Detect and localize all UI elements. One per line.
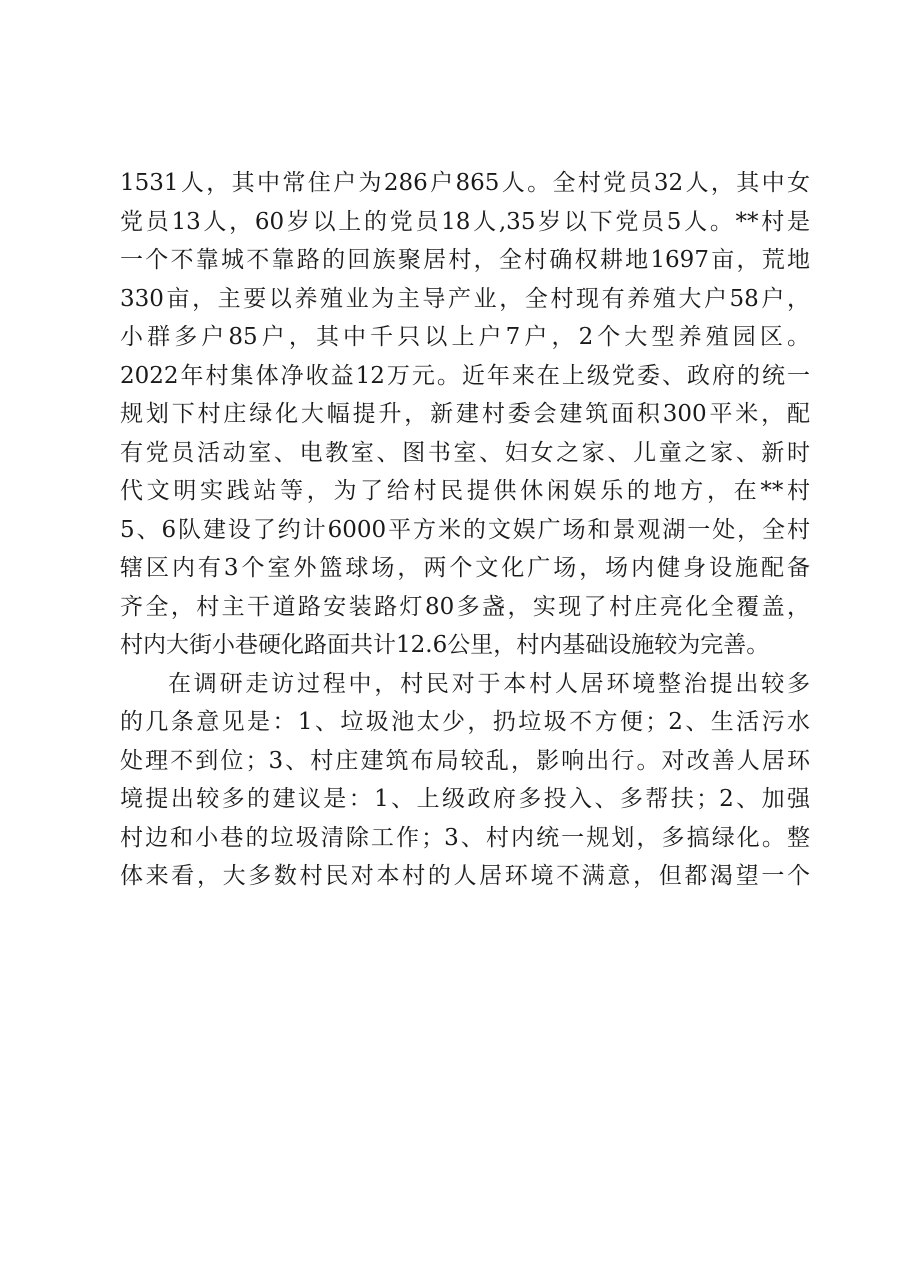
text-line: 在调研走访过程中，村民对于本村人居环境整治提出较多 — [168, 670, 810, 697]
text-line: 5、6队建设了约计6000平方米的文娱广场和景观湖一处，全村 — [120, 516, 810, 543]
paragraph-2 — [120, 665, 810, 896]
text-line: 330亩，主要以养殖业为主导产业，全村现有养殖大户58户， — [120, 285, 810, 312]
text-line: 齐全，村主干道路安装路灯80多盏，实现了村庄亮化全覆盖， — [120, 593, 810, 620]
text-line: 规划下村庄绿化大幅提升，新建村委会建筑面积300平米，配 — [120, 401, 810, 427]
text-line: 2022年村集体净收益12万元。近年来在上级党委、政府的统一 — [120, 362, 810, 389]
text-line: 小群多户85户，其中千只以上户7户，2个大型养殖园区。 — [120, 324, 810, 350]
text-line: 处理不到位；3、村庄建筑布局较乱，影响出行。对改善人居环 — [120, 747, 810, 774]
body-text — [120, 164, 810, 896]
text-line: 代文明实践站等，为了给村民提供休闲娱乐的地方，在**村 — [120, 478, 810, 504]
paragraph-1 — [120, 164, 810, 665]
text-line: 体来看，大多数村民对本村的人居环境不满意，但都渴望一个 — [120, 863, 810, 889]
text-line: 有党员活动室、电教室、图书室、妇女之家、儿童之家、新时 — [120, 439, 810, 466]
text-line: 党员13人，60岁以上的党员18人,35岁以下党员5人。**村是 — [120, 208, 810, 235]
text-line: 一个不靠城不靠路的回族聚居村，全村确权耕地1697亩，荒地 — [120, 247, 810, 273]
text-line: 村边和小巷的垃圾清除工作；3、村内统一规划，多搞绿化。整 — [120, 824, 810, 851]
text-line: 的几条意见是：1、垃圾池太少，扔垃圾不方便；2、生活污水 — [120, 709, 810, 735]
text-line: 1531人，其中常住户为286户865人。全村党员32人，其中女 — [120, 170, 810, 196]
text-line: 境提出较多的建议是：1、上级政府多投入、多帮扶；2、加强 — [120, 786, 810, 812]
text-line: 村内大街小巷硬化路面共计12.6公里，村内基础设施较为完善。 — [120, 632, 770, 658]
text-line: 辖区内有3个室外篮球场，两个文化广场，场内健身设施配备 — [120, 555, 810, 581]
